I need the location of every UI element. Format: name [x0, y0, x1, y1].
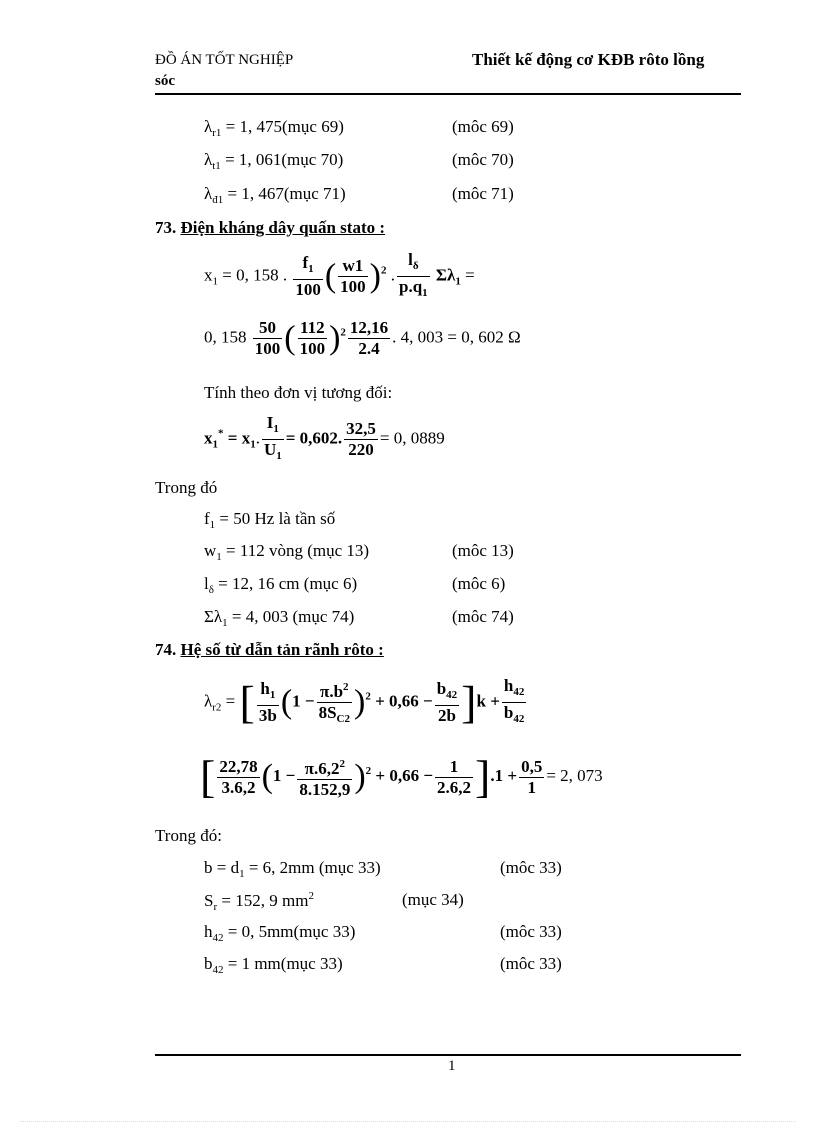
item-73-w1: $w_1 = 112$ vòng (mục 13)	[204, 541, 370, 563]
formula-x1-relative: $x_1^* = x_1$. $\frac{I_1}{U_1}$ = 0,602. $\frac{32,5}{220}$ = 0, 0889	[204, 413, 445, 462]
where-label-74: Trong đó:	[155, 826, 222, 845]
relative-label: Tính theo đơn vị tương đối:	[204, 383, 393, 402]
formula-lambda-r2: $\lambda_{r2}$ = [ $\frac{h_1}{3b}$ (1 − $\frac{\pi.b^2}{8S_{C2}}$ )$^2$ + 0,66 − $\frac{b_{42}}{2b}$ ]k + $\frac{h_{42}}{b_{42}}$	[204, 676, 525, 728]
item-73-ldelta-ref: (môc 6)	[452, 574, 506, 593]
lambda-line-1: $\lambda_{r1} = 1$, 475(mục 69)	[204, 117, 344, 139]
item-74-h42: $h_{42} = 0$, 5mm(mục 33)	[204, 922, 356, 944]
footer-rule	[155, 1054, 741, 1056]
item-73-f1: $f_1 = 50$ Hz là tần số	[204, 509, 336, 531]
where-label-73: Trong đó	[155, 478, 218, 497]
page-edge-divider	[20, 1121, 796, 1122]
item-73-sumlambda: $\Sigma\lambda_1 = 4$, 003 (mục 74)	[204, 607, 355, 629]
section-74-heading: 74. Hệ số từ dẫn tản rãnh rôto :	[155, 640, 384, 659]
lambda-ref-2: (môc 70)	[452, 150, 514, 169]
lambda-line-3: $\lambda_{đ1} = 1$, 467(mục 71)	[204, 184, 346, 206]
formula-x1-numeric: 0, 158 $\frac{50}{100}$ ( $\frac{112}{100}$ )$^2$ $\frac{12,16}{2.4}$ . 4, 003 = 0, 602 Ω	[204, 318, 521, 358]
item-74-h42-ref: (môc 33)	[500, 922, 562, 941]
lambda-ref-1: (môc 69)	[452, 117, 514, 136]
formula-lambda-r2-numeric: [ $\frac{22,78}{3.6,2}$ (1 − $\frac{\pi.6,2^2}{8.152,9}$ )$^2$ + 0,66 − $\frac{1}{2.6,2}$ ].1 + $\frac{0,5}{1}$ = 2, 073	[200, 751, 603, 802]
section-73-heading: 73. Điện kháng dây quấn stato :	[155, 218, 386, 237]
item-74-b-ref: (môc 33)	[500, 858, 562, 877]
header-left-line2: sóc	[155, 73, 175, 89]
item-73-w1-ref: (môc 13)	[452, 541, 514, 560]
header-left-line1: ĐỒ ÁN TỐT NGHIỆP	[155, 52, 294, 68]
lambda-ref-3: (môc 71)	[452, 184, 514, 203]
item-74-sr: $S_r = 152$, 9 $mm^2$	[204, 890, 314, 913]
header-left	[155, 50, 293, 92]
item-73-sumlambda-ref: (môc 74)	[452, 607, 514, 626]
formula-x1: $x_1 = 0$, 158 . $\frac{f_1}{100}$ ( $\frac{w1}{100}$ )$^2$ . $\frac{l_\delta}{p.q_1}$ $\Sigma\lambda_1$ =	[204, 250, 475, 299]
item-74-b42-ref: (môc 33)	[500, 954, 562, 973]
item-74-b: $b = d_1 = 6$, 2mm (mục 33)	[204, 858, 381, 880]
lambda-line-2: $\lambda_{t1} = 1$, 061(mục 70)	[204, 150, 344, 172]
page-number: 1	[448, 1058, 456, 1074]
header-rule	[155, 93, 741, 95]
item-74-b42: $b_{42} = 1$ mm(mục 33)	[204, 954, 343, 976]
item-73-ldelta: $l_\delta = 12$, 16 cm (mục 6)	[204, 574, 358, 596]
header-right: Thiết kế động cơ KĐB rôto lồng	[472, 50, 705, 69]
item-74-sr-ref: (mục 34)	[402, 890, 464, 909]
